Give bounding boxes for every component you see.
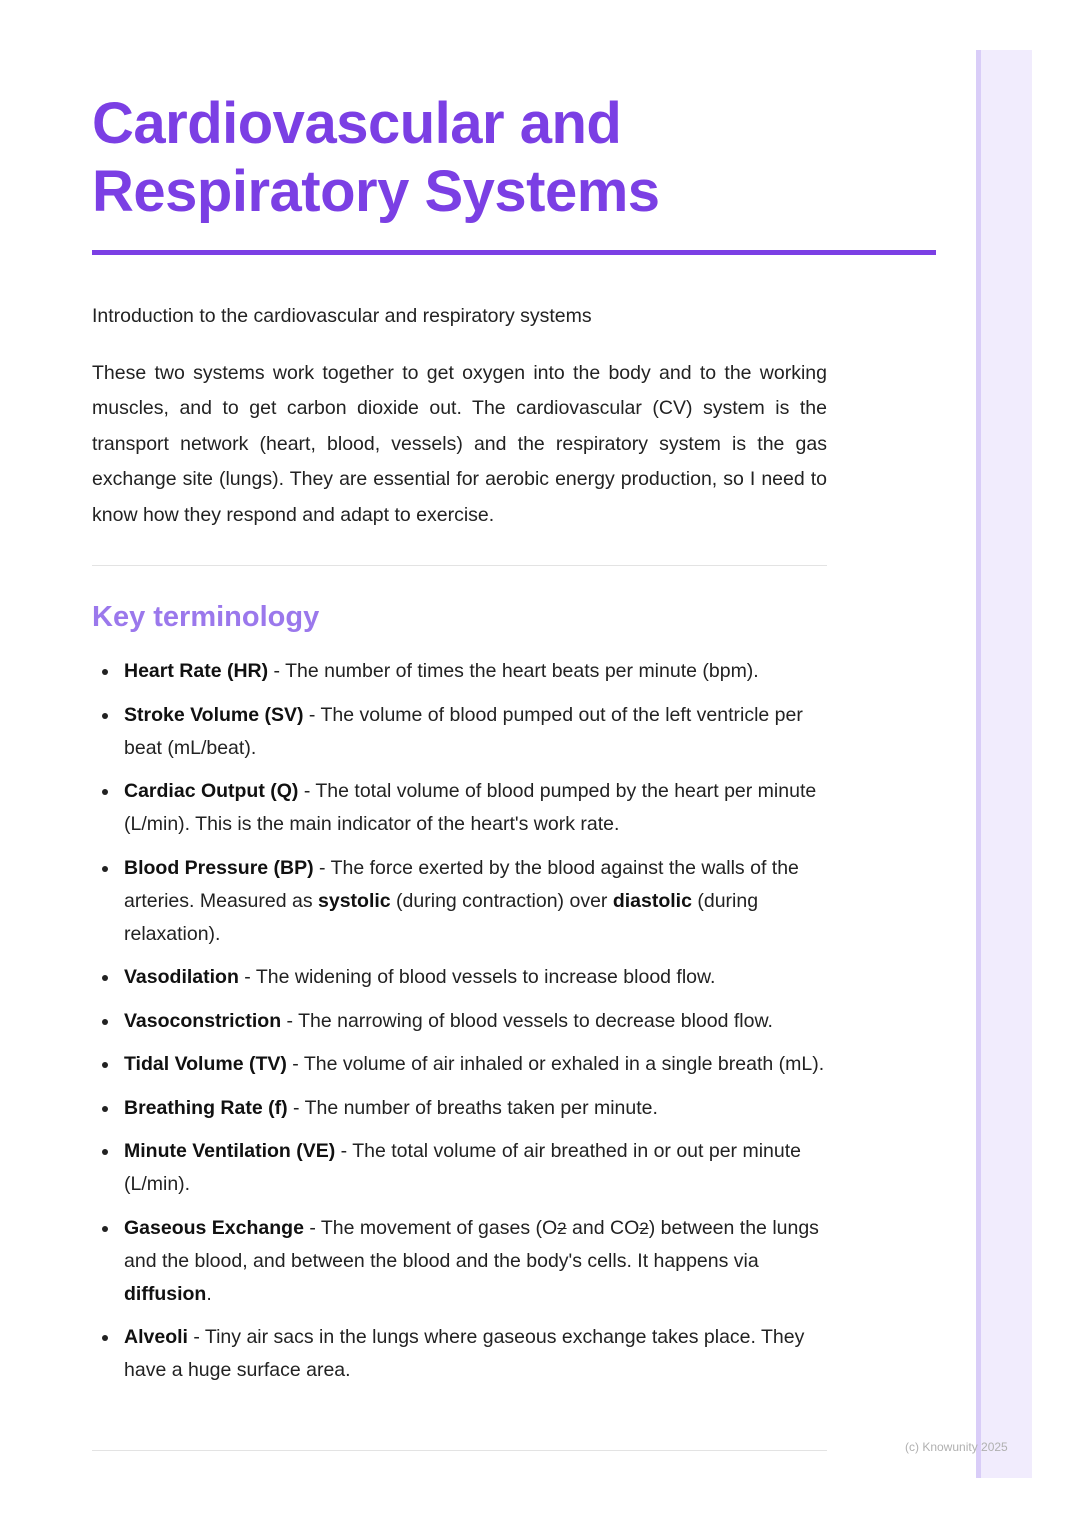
term-definition: - The movement of gases (O <box>303 1216 558 1239</box>
term-definition: - The narrowing of blood vessels to decrease blood flow. <box>281 1009 773 1032</box>
term-name: Cardiac Output (Q) <box>124 780 299 802</box>
term-item-vasoconstriction <box>92 1005 832 1038</box>
page-title: Cardiovascular and Respiratory Systems <box>92 91 660 224</box>
intro-heading: Introduction to the cardiovascular and respiratory systems <box>92 305 592 327</box>
term-item-alveoli <box>92 1321 832 1387</box>
term-definition: - The force exerted by the blood against the walls of the arteries. Measured as <box>124 856 799 912</box>
term-name: Blood Pressure (BP) <box>124 856 314 879</box>
side-panel <box>976 50 1032 1478</box>
term-definition: ) between the lungs and the blood, and between the blood and the body's cells. It happens via <box>124 1216 819 1272</box>
term-name: Heart Rate (HR) <box>124 660 269 682</box>
term-definition: - The total volume of air breathed in or out per minute (L/min). <box>124 1140 801 1195</box>
term-item-breathing-rate <box>92 1092 832 1125</box>
term-emphasis: systolic <box>318 889 391 912</box>
term-definition: (during relaxation). <box>124 889 759 945</box>
term-definition: - The total volume of blood pumped by the heart per minute (L/min). This is the main indicator of the heart's work rate. <box>124 780 817 835</box>
term-definition: - The volume of air inhaled or exhaled in a single breath (mL). <box>286 1053 825 1075</box>
section-heading-key-terminology: Key terminology <box>92 601 320 633</box>
term-definition: - The volume of blood pumped out of the left ventricle per beat (mL/beat). <box>124 703 803 759</box>
intro-paragraph: These two systems work together to get oxygen into the body and to the working muscles, and to get carbon dioxide out. The cardiovascular (CV) system is the transport network (heart, blood, vessels) and the respiratory system is the gas exchange site (lungs). They are essential for aerobic energy production, so I need to know how they respond and adapt to exercise. <box>92 362 827 526</box>
term-name: Vasoconstriction <box>124 1009 282 1032</box>
term-item-vasodilation <box>92 961 832 994</box>
subscript-2: 2 <box>557 1218 567 1238</box>
terminology-list <box>92 655 832 1398</box>
term-name: Breathing Rate (f) <box>124 1096 288 1119</box>
copyright-footer: (c) Knowunity 2025 <box>905 1440 1008 1454</box>
term-definition: and CO <box>566 1216 640 1239</box>
term-name: Gaseous Exchange <box>124 1216 304 1239</box>
term-name: Vasodilation <box>124 966 239 988</box>
term-item-heart-rate <box>92 655 832 688</box>
term-item-tidal-volume <box>92 1048 832 1081</box>
term-emphasis: diffusion <box>124 1282 207 1305</box>
term-name: Alveoli <box>124 1326 188 1348</box>
subscript-2: 2 <box>639 1218 649 1238</box>
section-divider <box>92 565 827 566</box>
term-item-minute-ventilation <box>92 1135 832 1201</box>
term-definition: . <box>206 1282 212 1305</box>
side-panel-border <box>976 50 981 1478</box>
title-underline <box>92 250 936 255</box>
term-item-stroke-volume <box>92 699 832 765</box>
term-item-cardiac-output <box>92 775 832 841</box>
term-definition: - The number of times the heart beats per minute (bpm). <box>268 660 759 682</box>
term-emphasis: diastolic <box>612 889 692 912</box>
term-name: Tidal Volume (TV) <box>124 1053 287 1075</box>
term-name: Stroke Volume (SV) <box>124 703 304 726</box>
term-definition: - Tiny air sacs in the lungs where gaseous exchange takes place. They have a huge surface area. <box>124 1326 805 1381</box>
term-definition: - The number of breaths taken per minute. <box>287 1096 658 1119</box>
term-definition: (during contraction) over <box>390 889 613 912</box>
term-name: Minute Ventilation (VE) <box>124 1140 336 1162</box>
term-item-gaseous-exchange <box>92 1212 832 1311</box>
term-definition: - The widening of blood vessels to increase blood flow. <box>238 966 716 988</box>
section-divider <box>92 1450 827 1451</box>
term-item-blood-pressure <box>92 852 832 951</box>
